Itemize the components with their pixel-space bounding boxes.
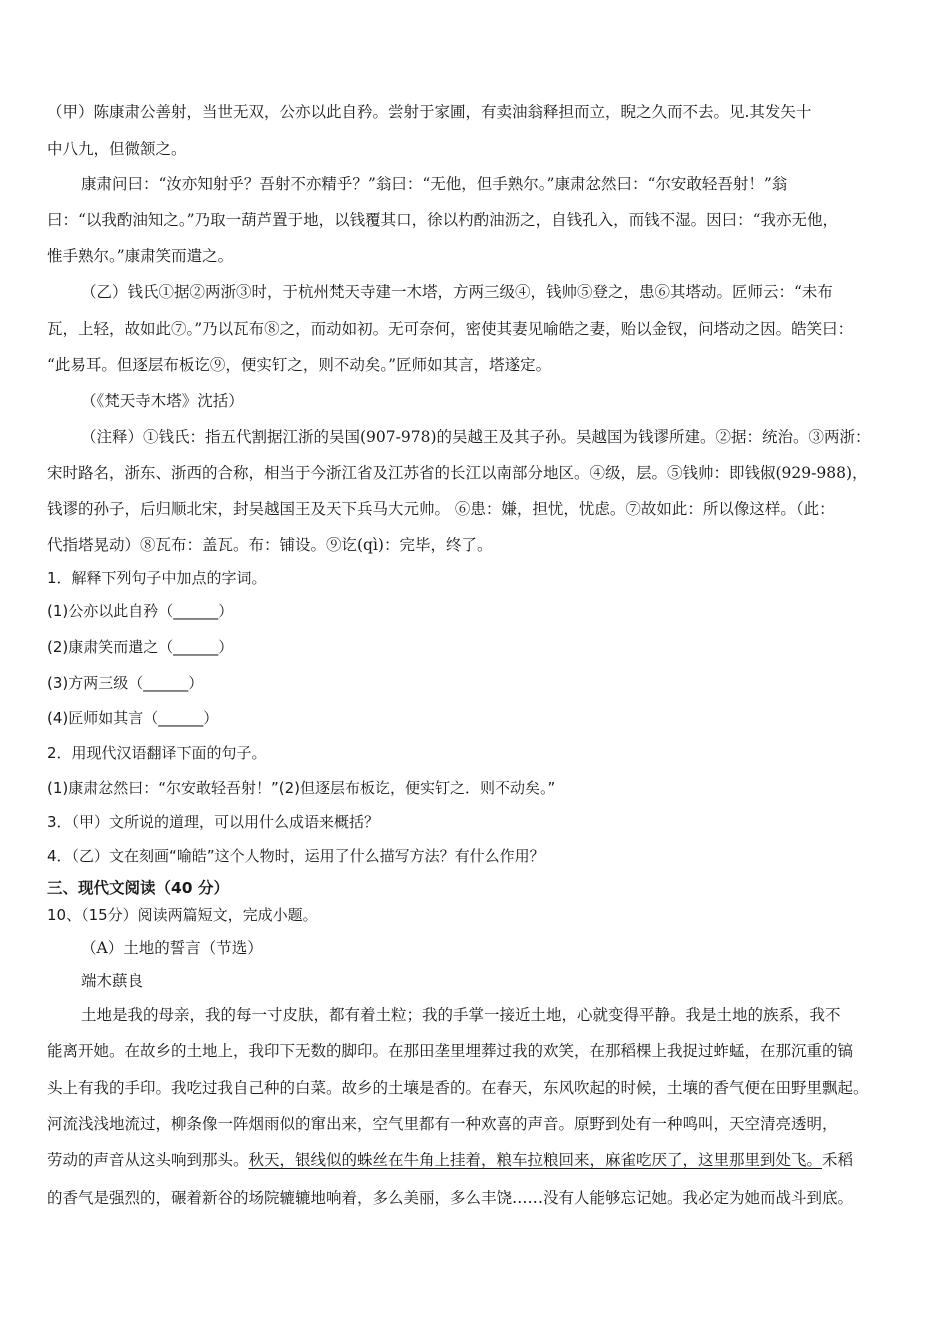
article-line-5-start: 劳动的声音从这头响到那头。 [47,1151,249,1169]
article-line-1: 土地是我的母亲，我的每一寸皮肤，都有着土粒；我的手掌一接近土地，心就变得平静。我是土地的族系，我不 [81,1006,841,1024]
question-2-item: (1)康肃忿然曰：“尔安敢轻吾射！”(2)但逐层布板讫，便实钉之．则不动矣。” [47,779,556,797]
yi-line-2: 瓦，上轻，故如此⑦。”乃以瓦布⑧之，而动如初。无可奈何，密使其妻见喻皓之妻，贻以金钗，问塔动之因。皓笑曰： [47,320,854,338]
question-1-item-3: (3)方两三级（______） [47,674,204,692]
article-line-5-end: 禾稻 [822,1151,854,1169]
question-10: 10、（15分）阅读两篇短文，完成小题。 [47,906,318,924]
notes-line-3: 钱谬的孙子，后归顺北宋，封吴越国王及天下兵马大元帅。 ⑥患：嫌，担忧，忧虑。⑦故如此：所以像这样。（此： [47,500,835,518]
yi-line-1: （乙）钱氏①据②两浙③时，于杭州梵天寺建一木塔，方两三级④，钱帅⑤登之，患⑥其塔动。匠师云：“未布 [81,283,833,301]
question-2: 2．用现代汉语翻译下面的句子。 [47,744,267,762]
notes-line-4: 代指塔晃动）⑧瓦布：盖瓦。布：铺设。⑨讫(qì)：完毕，终了。 [47,536,493,554]
article-line-5 [47,1149,853,1171]
question-1: 1．解释下列句子中加点的字词。 [47,569,267,587]
question-3: 3．（甲）文所说的道理，可以用什么成语来概括？ [47,813,380,831]
article-line-3: 头上有我的手印。我吃过我自己种的白菜。故乡的土壤是香的。在春天，东风吹起的时候，土壤的香气便在田野里飘起。 [47,1079,869,1097]
notes-line-2: 宋时路名，浙东、浙西的合称，相当于今浙江省及江苏省的长江以南部分地区。④级，层。⑤钱帅：即钱俶(929-988)， [47,464,868,482]
jia-line-2: 中八九，但微颔之。 [47,140,187,158]
article-line-4: 河流浅浅地流过，柳条像一阵烟雨似的窜出来，空气里都有一种欢喜的声音。原野到处有一种鸣叫，天空清亮透明， [47,1115,838,1133]
underlined-sentence: 秋天，银线似的蛛丝在牛角上挂着，粮车拉粮回来，麻雀吃厌了，这里那里到处飞。 [248,1151,823,1169]
article-line-6: 的香气是强烈的，碾着新谷的场院辘辘地响着，多么美丽，多么丰饶……没有人能够忘记她。我必定为她而战斗到底。 [47,1189,854,1207]
question-1-item-1: (1)公亦以此自矜（______） [47,602,234,620]
jia-line-1: （甲）陈康肃公善射，当世无双，公亦以此自矜。尝射于家圃，有卖油翁释担而立，睨之久而不去。见.其发矢十 [47,103,812,121]
question-1-item-4: (4)匠师如其言（______） [47,709,219,727]
question-4: 4．（乙）文在刻画“喻皓”这个人物时，运用了什么描写方法？有什么作用？ [47,847,545,865]
jia-line-4: 曰：“以我酌油知之。”乃取一葫芦置于地，以钱覆其口，徐以杓酌油沥之，自钱孔入，而钱不湿。因曰：“我亦无他， [47,211,839,229]
question-1-item-2: (2)康肃笑而遣之（______） [47,638,234,656]
section-3-heading: 三、现代文阅读（40 分） [47,879,229,897]
notes-line-1: （注释）①钱氏：指五代割据江浙的吴国(907-978)的吴越王及其子孙。吴越国为钱谬所建。②据：统治。③两浙： [81,428,871,446]
yi-line-3: “此易耳。但逐层布板讫⑨，便实钉之，则不动矣。”匠师如其言，塔遂定。 [47,356,552,374]
jia-line-5: 惟手熟尔。”康肃笑而遣之。 [47,247,234,265]
jia-line-3: 康肃问曰：“汝亦知射乎？吾射不亦精乎？”翁曰：“无他，但手熟尔。”康肃忿然曰：“尔安敢轻吾射！”翁 [81,175,788,193]
article-title: （A）土地的誓言（节选） [81,939,263,957]
article-author: 端木蕻良 [81,972,144,990]
yi-source: （《梵天寺木塔》沈括） [81,392,244,410]
article-line-2: 能离开她。在故乡的土地上，我印下无数的脚印。在那田垄里埋葬过我的欢笑，在那稻棵上我捉过蚱蜢，在那沉重的镐 [47,1042,854,1060]
